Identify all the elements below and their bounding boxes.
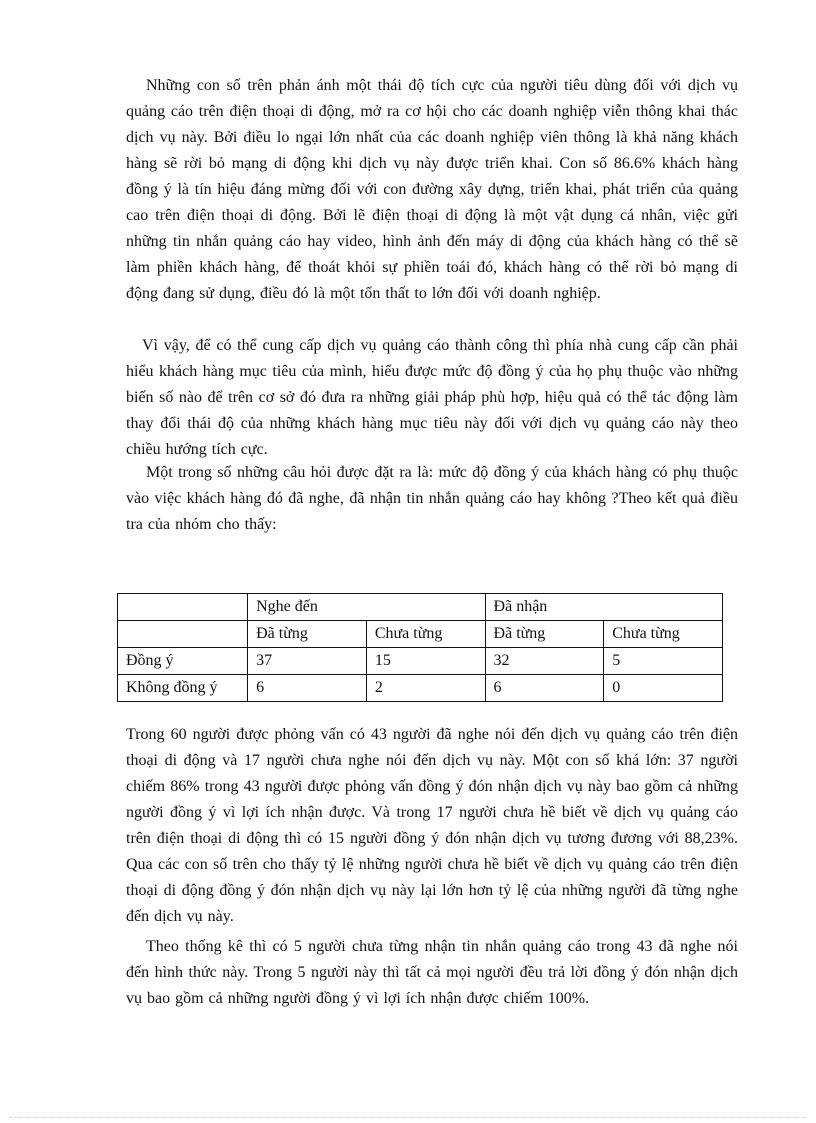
table-subheader-cell: Chưa từng	[604, 621, 723, 648]
table-cell: 2	[366, 675, 485, 702]
paragraph-5: Theo thống kê thì có 5 người chưa từng nhận tin nhắn quảng cáo trong 43 đã nghe nói đến hình thức này. Trong 5 người này thì tất cả mọi người đều trả lời đồng ý đón nhận dịch vụ bao gồm cả những người đồng ý vì lợi ích nhận được chiếm 100%.	[126, 938, 738, 1007]
table-cell: 6	[248, 675, 367, 702]
survey-table	[117, 593, 723, 702]
table-subheader-cell: Đã từng	[248, 621, 367, 648]
table-cell: 5	[604, 648, 723, 675]
table-row	[118, 648, 723, 675]
table-row	[118, 675, 723, 702]
table-cell: 6	[485, 675, 604, 702]
paragraph-3: Một trong số những câu hỏi được đặt ra là: mức độ đồng ý của khách hàng có phụ thuộc vào việc khách hàng đó đã nghe, đã nhận tin nhắn quảng cáo hay không ?Theo kết quả điều tra của nhóm cho thấy:	[126, 464, 738, 533]
table-header-cell	[118, 594, 248, 621]
table-cell: 15	[366, 648, 485, 675]
paragraph-2: Vì vậy, để có thể cung cấp dịch vụ quảng cáo thành công thì phía nhà cung cấp cần phải hiểu khách hàng mục tiêu của mình, hiểu được mức độ đồng ý của họ phụ thuộc vào những biến số nào để trên cơ sở đó đưa ra những giải pháp phù hợp, hiệu quả có thể tác động làm thay đổi thái độ của những khách hàng mục tiêu này đối với dịch vụ quảng cáo này theo chiều hướng tích cực.	[126, 337, 738, 458]
paragraph-4: Trong 60 người được phỏng vấn có 43 người đã nghe nói đến dịch vụ quảng cáo trên điện thoại di động và 17 người chưa nghe nói đến dịch vụ này. Một con số khá lớn: 37 người chiếm 86% trong 43 người được phỏng vấn đồng ý đón nhận dịch vụ này bao gồm cả những người đồng ý vì lợi ích nhận được. Và trong 17 người chưa hề biết về dịch vụ quảng cáo trên điện thoại di động thì có 15 người đồng ý đón nhận dịch vụ tương đương với 88,23%. Qua các con số trên cho thấy tỷ lệ những người chưa hề biết về dịch vụ quảng cáo trên điện thoại di động đồng ý đón nhận dịch vụ này lại lớn hơn tỷ lệ của những người đã từng nghe đến dịch vụ này.	[126, 726, 738, 925]
table-subheader-cell: Đã từng	[485, 621, 604, 648]
table-header-cell: Đã nhận	[485, 594, 722, 621]
table-header-row	[118, 594, 723, 621]
table-subheader-row	[118, 621, 723, 648]
paragraph-1: Những con số trên phản ánh một thái độ tích cực của người tiêu dùng đối với dịch vụ quảng cáo trên điện thoại di động, mở ra cơ hội cho các doanh nghiệp viễn thông khai thác dịch vụ này. Bởi điều lo ngại lớn nhất của các doanh nghiệp viên thông là khả năng khách hàng sẽ rời bỏ mạng di động khi dịch vụ này được triển khai. Con số 86.6% khách hàng đồng ý là tín hiệu đáng mừng đối với con đường xây dựng, triển khai, phát triển của quảng cao trên điện thoại di động. Bởi lẽ điện thoại di động là một vật dụng cá nhân, việc gửi những tin nhắn quảng cáo hay video, hình ảnh đến máy di động của khách hàng có thể sẽ làm phiền khách hàng, để thoát khỏi sự phiền toái đó, khách hàng có thể rời bỏ mạng di động đang sử dụng, điều đó là một tổn thất to lớn đối với doanh nghiệp.	[126, 77, 738, 302]
table-cell: 0	[604, 675, 723, 702]
table-subheader-cell	[118, 621, 248, 648]
table-subheader-cell: Chưa từng	[366, 621, 485, 648]
table-cell: 37	[248, 648, 367, 675]
table-row-label: Đồng ý	[118, 648, 248, 675]
page-bottom-divider	[10, 1117, 806, 1118]
table-header-cell: Nghe đến	[248, 594, 485, 621]
table-row-label: Không đồng ý	[118, 675, 248, 702]
table-cell: 32	[485, 648, 604, 675]
